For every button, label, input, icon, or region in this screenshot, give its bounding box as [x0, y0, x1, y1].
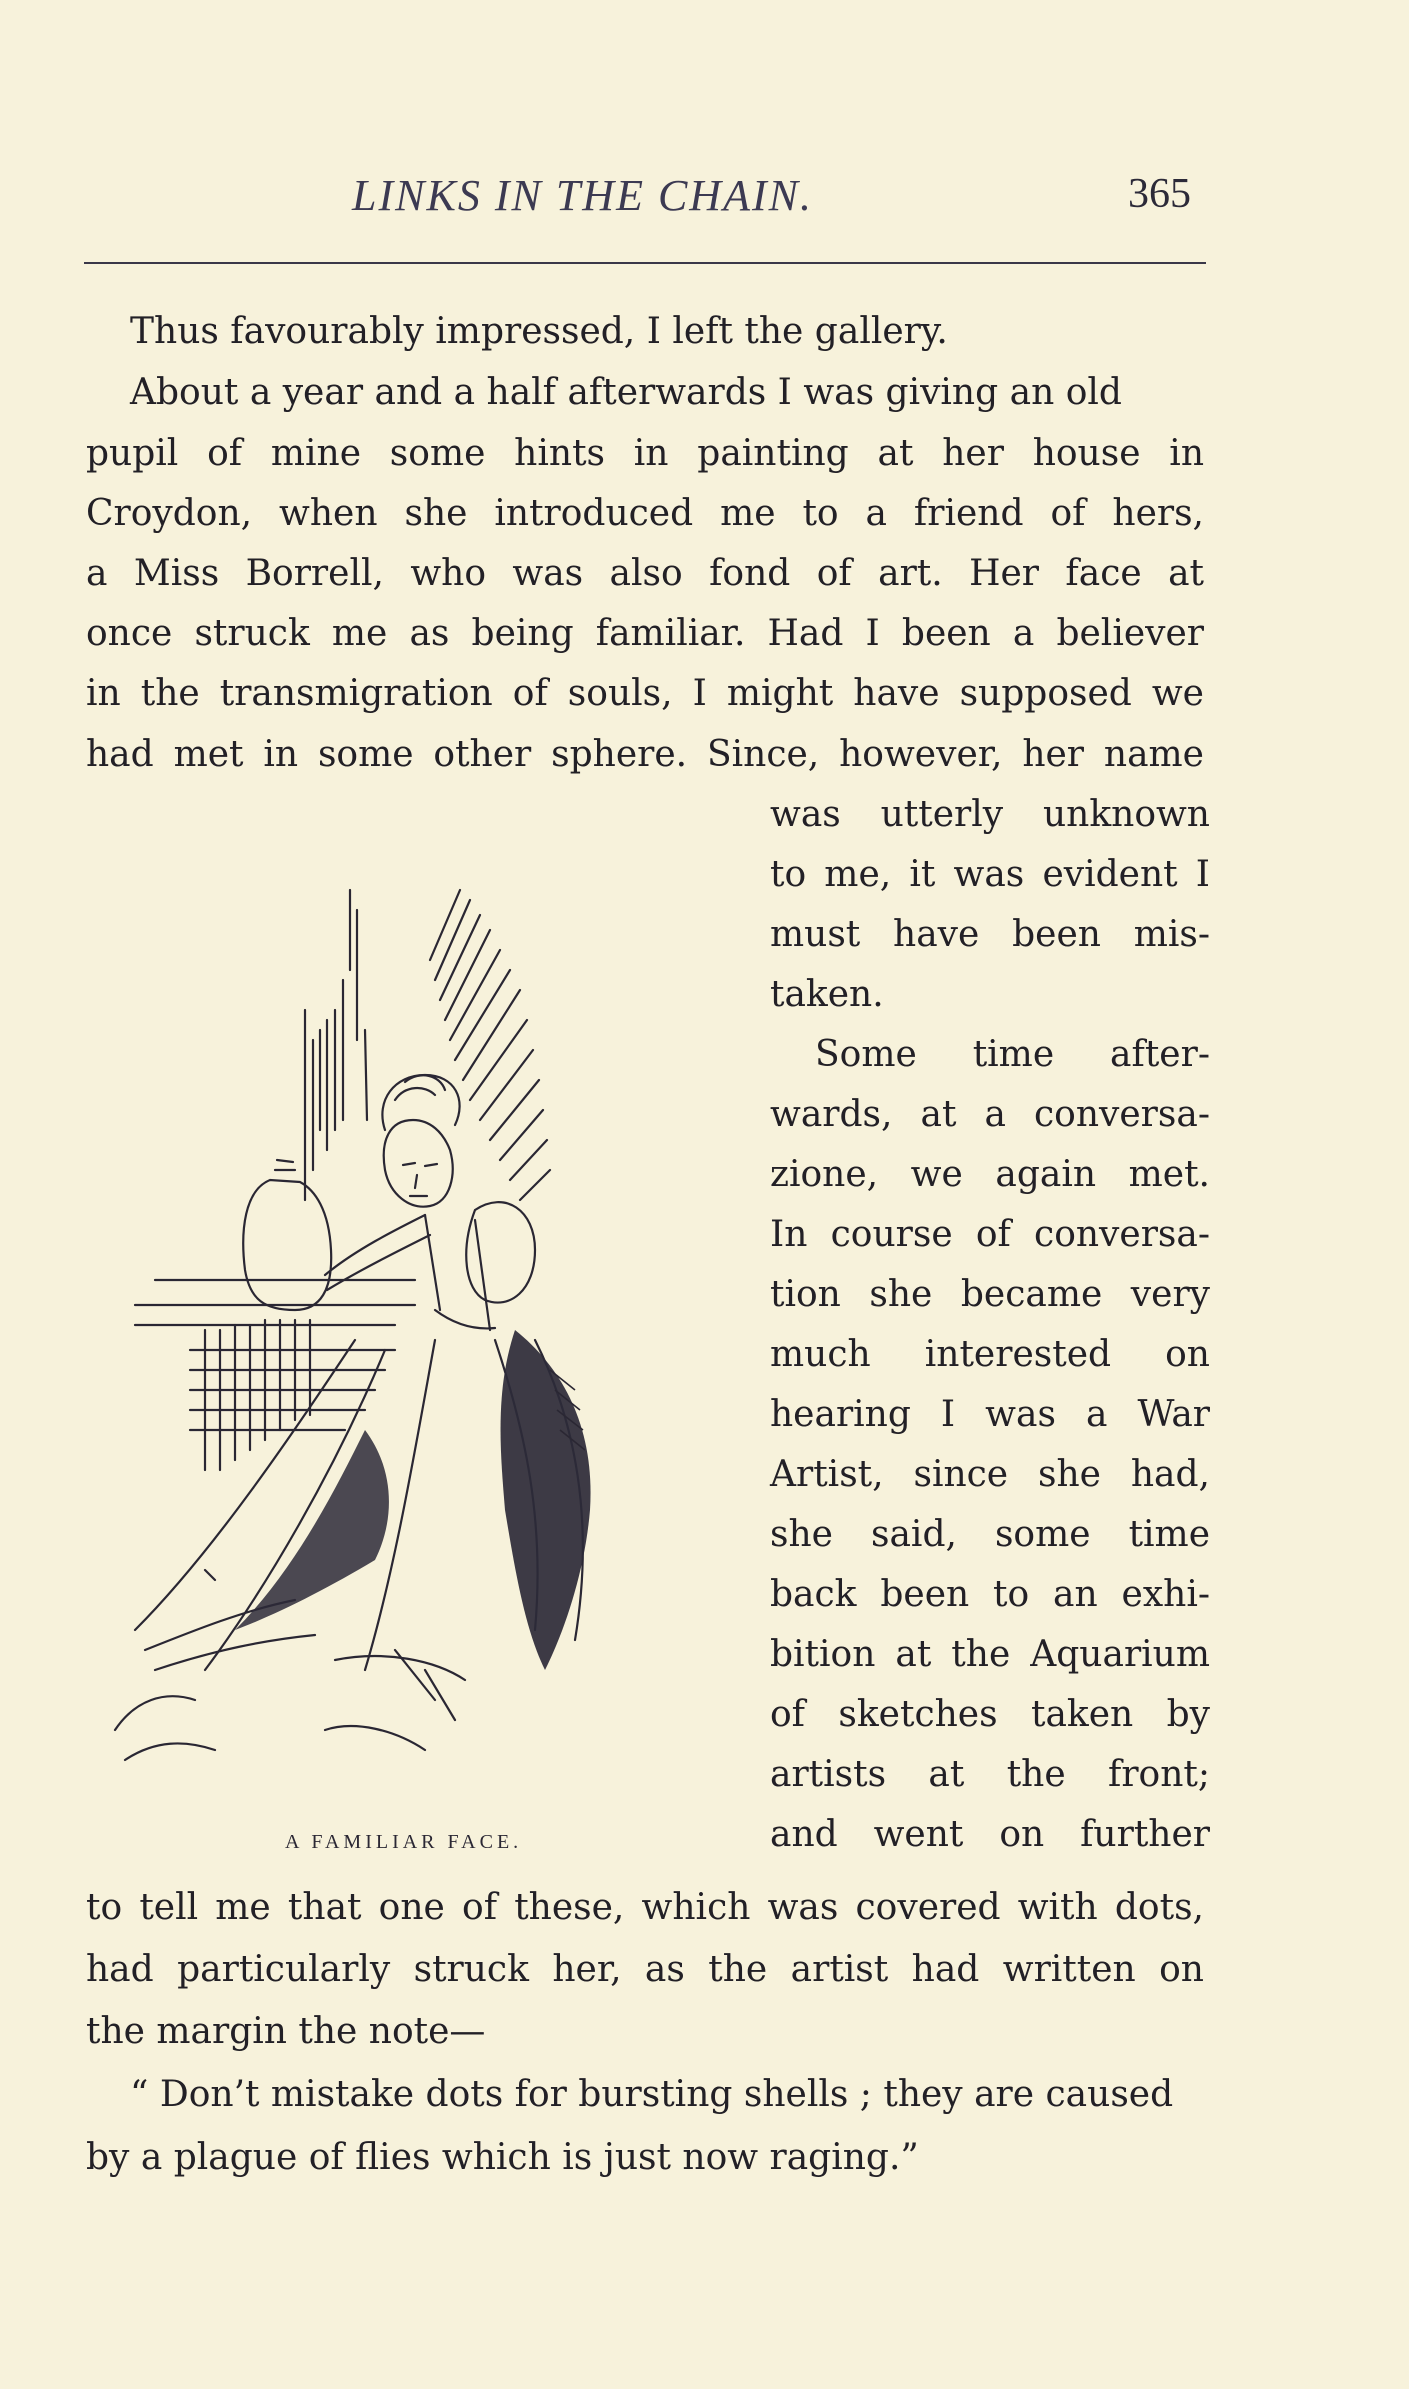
text-line: in the transmigration of souls, I might have supposed we [86, 673, 1204, 714]
text-line: to tell me that one of these, which was covered with dots, [86, 1887, 1204, 1928]
text-line: once struck me as being familiar. Had I been a believer [86, 613, 1204, 654]
text-line: bition at the Aquarium [770, 1634, 1210, 1675]
text-line: by a plague of flies which is just now raging.” [86, 2137, 919, 2178]
text-line: In course of conversa- [770, 1214, 1210, 1255]
running-title: LINKS IN THE CHAIN. [352, 171, 813, 220]
text-line: to me, it was evident I [770, 854, 1210, 895]
page-number: 365 [1128, 171, 1191, 217]
text-line: About a year and a half afterwards I was giving an old [130, 372, 1122, 413]
text-line: she said, some time [770, 1514, 1210, 1555]
text-line: and went on further [770, 1814, 1210, 1855]
text-line: the margin the note— [86, 2011, 486, 2052]
text-line: pupil of mine some hints in painting at her house in [86, 433, 1204, 474]
woman-illustration [95, 870, 725, 1820]
text-line: tion she became very [770, 1274, 1210, 1315]
page-header [0, 170, 1409, 230]
text-line: artists at the front; [770, 1754, 1210, 1795]
text-line: back been to an exhi- [770, 1574, 1210, 1615]
text-line: Artist, since she had, [770, 1454, 1210, 1495]
text-line: hearing I was a War [770, 1394, 1210, 1435]
text-line: Croydon, when she introduced me to a friend of hers, [86, 493, 1204, 534]
text-line: Thus favourably impressed, I left the gallery. [130, 311, 948, 352]
text-line: “ Don’t mistake dots for bursting shells ; they are caused [130, 2074, 1174, 2115]
text-line: taken. [770, 974, 884, 1015]
text-line: a Miss Borrell, who was also fond of art. Her face at [86, 553, 1204, 594]
figure-caption: A FAMILIAR FACE. [285, 1831, 523, 1853]
text-line: zione, we again met. [770, 1154, 1210, 1195]
text-line: was utterly unknown [770, 794, 1210, 835]
header-rule [84, 262, 1206, 264]
text-line: Some time after- [815, 1034, 1210, 1075]
text-line: of sketches taken by [770, 1694, 1210, 1735]
text-line: had particularly struck her, as the artist had written on [86, 1949, 1204, 1990]
text-line: much interested on [770, 1334, 1210, 1375]
text-line: had met in some other sphere. Since, however, her name [86, 734, 1204, 775]
text-line: must have been mis- [770, 914, 1210, 955]
text-line: wards, at a conversa- [770, 1094, 1210, 1135]
